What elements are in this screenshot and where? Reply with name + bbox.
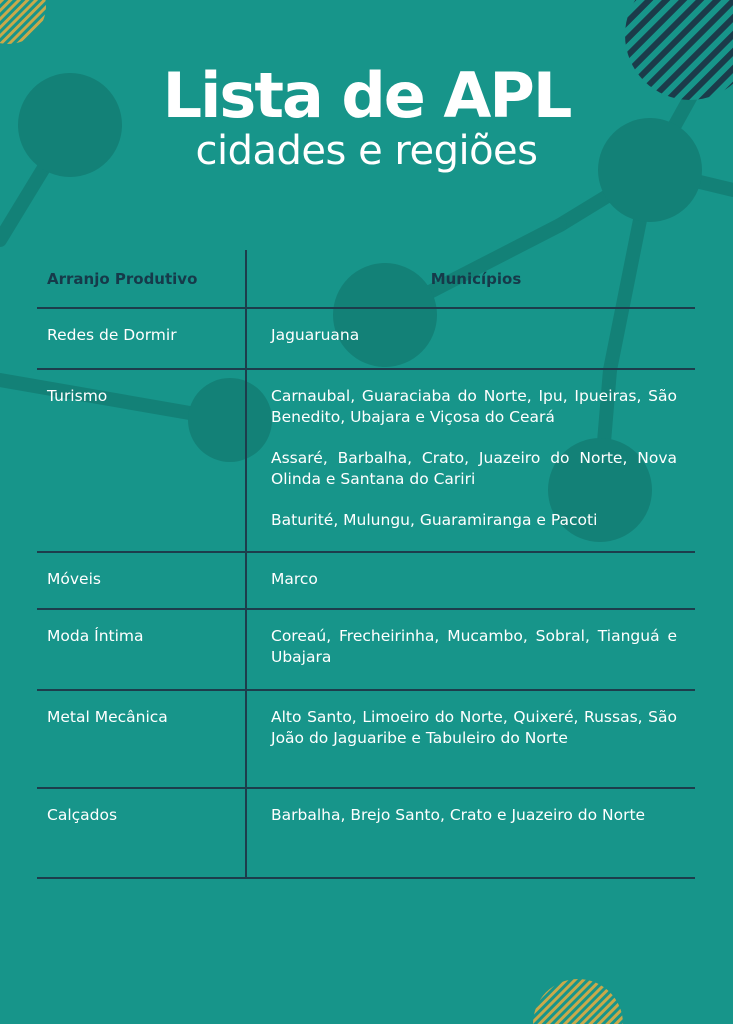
municipios-text: Marco	[271, 570, 318, 588]
table-row	[37, 369, 695, 552]
arranjo-cell: Metal Mecânica	[37, 690, 246, 788]
municipios-cell	[246, 609, 695, 690]
arranjo-cell: Calçados	[37, 788, 246, 878]
table-header-row	[37, 250, 695, 308]
header-municipios: Municípios	[430, 269, 522, 288]
municipios-cell	[246, 788, 695, 878]
table-row	[37, 690, 695, 788]
municipios-cell	[246, 690, 695, 788]
header-arranjo-produtivo: Arranjo Produtivo	[37, 250, 246, 308]
table-row	[37, 308, 695, 369]
municipios-text: Coreaú, Frecheirinha, Mucambo, Sobral, Tianguá e Ubajara	[271, 627, 677, 666]
arranjo-cell: Redes de Dormir	[37, 308, 246, 369]
municipios-text: Barbalha, Brejo Santo, Crato e Juazeiro do Norte	[271, 806, 646, 824]
municipios-cell	[246, 308, 695, 369]
municipios-cell	[246, 369, 695, 552]
municipios-text: Carnaubal, Guaraciaba do Norte, Ipu, Ipueiras, São Benedito, Ubajara e Viçosa do Ceará	[271, 387, 677, 426]
table-row	[37, 788, 695, 878]
arranjo-cell: Turismo	[37, 369, 246, 552]
apl-table	[37, 250, 695, 879]
title-block	[0, 59, 733, 174]
arranjo-cell: Móveis	[37, 552, 246, 609]
municipios-text: Jaguaruana	[271, 326, 360, 344]
municipios-text: Assaré, Barbalha, Crato, Juazeiro do Norte, Nova Olinda e Santana do Cariri	[271, 449, 677, 488]
arranjo-cell: Moda Íntima	[37, 609, 246, 690]
table-row	[37, 552, 695, 609]
page-title: Lista de APL	[162, 59, 571, 132]
municipios-text: Alto Santo, Limoeiro do Norte, Quixeré, Russas, São João do Jaguaribe e Tabuleiro do Norte	[271, 708, 677, 747]
page-subtitle: cidades e regiões	[195, 128, 538, 174]
table-row	[37, 609, 695, 690]
municipios-cell	[246, 552, 695, 609]
municipios-text: Baturité, Mulungu, Guaramiranga e Pacoti	[271, 511, 598, 529]
